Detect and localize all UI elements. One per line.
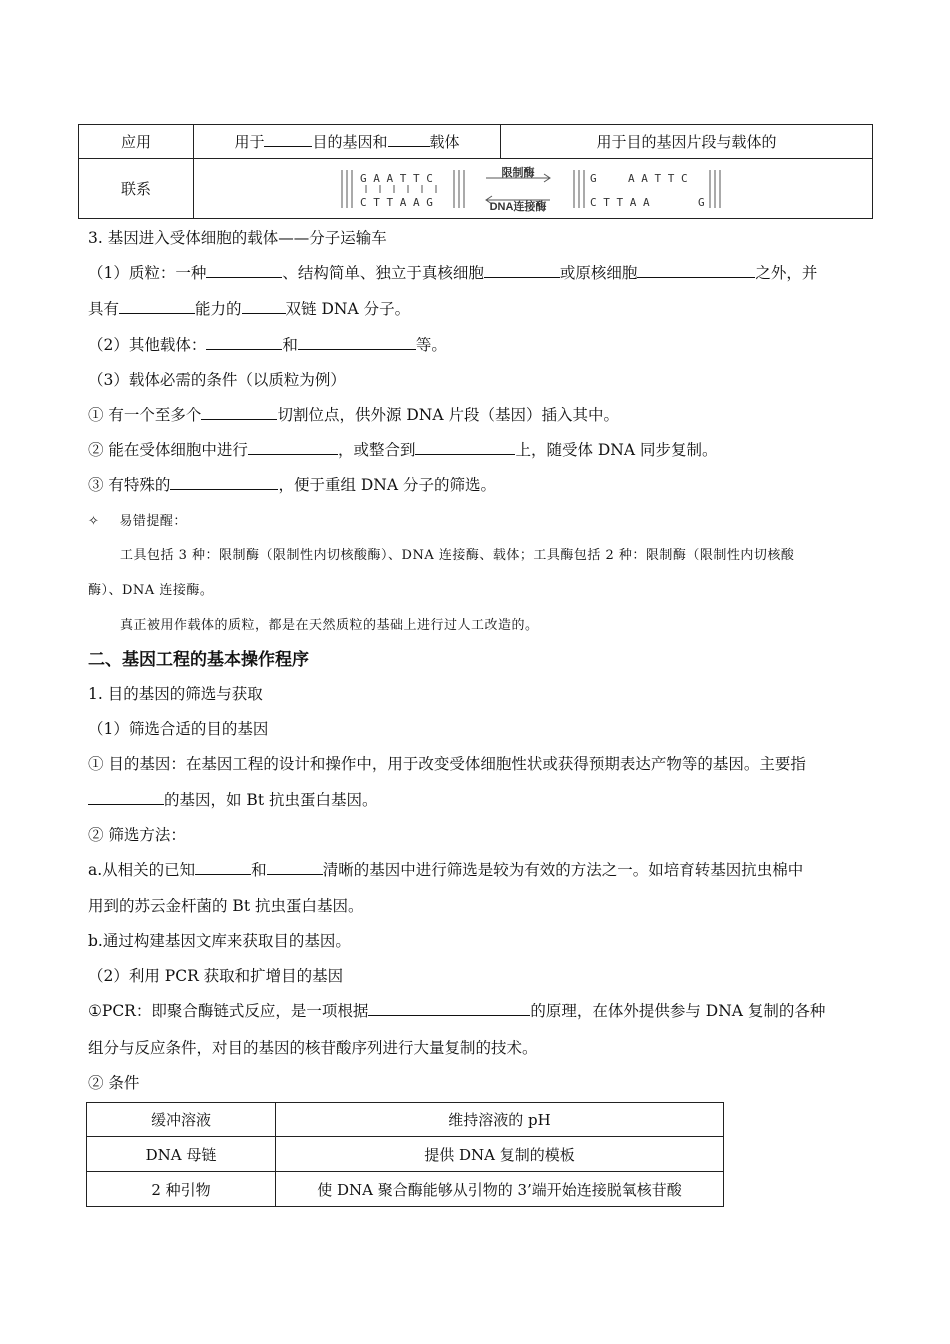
left-bottom-strand: C T T A A G bbox=[360, 195, 433, 209]
target-gene-def-1: ① 目的基因：在基因工程的设计和操作中，用于改变受体细胞性状或获得预期表达产物等的基因。主要指 bbox=[88, 755, 806, 773]
other-vectors-line bbox=[88, 333, 447, 355]
subsection-1-title: 1. 目的基因的筛选与获取 bbox=[88, 685, 263, 703]
text: （2）其他载体： bbox=[88, 336, 207, 354]
conditions-title: ② 条件 bbox=[88, 1074, 140, 1092]
blank-line bbox=[637, 263, 755, 278]
tip-text-1: 工具包括 3 种：限制酶（限制性内切核酸酶）、DNA 连接酶、载体；工具酶包括 2 种：限制酶（限制性内切核酸 bbox=[120, 548, 795, 563]
subsection-1-2-title: （2）利用 PCR 获取和扩增目的基因 bbox=[88, 967, 344, 985]
text: 清晰的基因中进行筛选是较为有效的方法之一。如培育转基因抗虫棉中 bbox=[322, 861, 804, 879]
tip-text-2: 真正被用作载体的质粒，都是在天然质粒的基础上进行过人工改造的。 bbox=[120, 618, 539, 633]
section-2-title: 二、基因工程的基本操作程序 bbox=[88, 650, 309, 670]
table-row bbox=[87, 1172, 724, 1207]
table-cell: 提供 DNA 复制的模板 bbox=[276, 1137, 724, 1172]
plasmid-line-1 bbox=[88, 261, 817, 283]
text: 、结构简单、独立于真核细胞 bbox=[282, 264, 484, 282]
blank-line bbox=[388, 132, 430, 147]
table-cell: 缓冲溶液 bbox=[87, 1103, 276, 1137]
section-3-title: 3. 基因进入受体细胞的载体——分子运输车 bbox=[88, 229, 387, 247]
table-row bbox=[79, 159, 873, 219]
text: 和 bbox=[251, 861, 267, 879]
screening-method-title: ② 筛选方法： bbox=[88, 826, 186, 844]
text: 的原理，在体外提供参与 DNA 复制的各种 bbox=[530, 1002, 826, 1020]
text: 切割位点，供外源 DNA 片段（基因）插入其中。 bbox=[277, 406, 619, 424]
blank-line bbox=[206, 263, 282, 278]
blank-line bbox=[298, 335, 416, 350]
target-gene-def-2 bbox=[88, 788, 377, 810]
text: 和 bbox=[282, 336, 298, 354]
method-a-line-2: 用到的苏云金杆菌的 Bt 抗虫蛋白基因。 bbox=[88, 897, 364, 915]
blank-line bbox=[264, 132, 312, 147]
enzyme-comparison-table bbox=[78, 124, 873, 219]
blank-line bbox=[368, 1001, 530, 1016]
text: ③ 有特殊的 bbox=[88, 476, 171, 494]
blank-line bbox=[88, 790, 164, 805]
text: ，或整合到 bbox=[337, 441, 416, 459]
text: 等。 bbox=[415, 336, 447, 354]
blank-line bbox=[267, 860, 323, 875]
text: 的基因，如 Bt 抗虫蛋白基因。 bbox=[164, 791, 378, 809]
blank-line bbox=[242, 299, 286, 314]
cell-text: 载体 bbox=[429, 133, 460, 151]
left-top-strand: G A A T T C bbox=[360, 171, 433, 185]
ligase-label: DNA连接酶 bbox=[489, 200, 547, 212]
pcr-def-1 bbox=[88, 999, 825, 1021]
table-row bbox=[87, 1103, 724, 1137]
text: 能力的 bbox=[195, 300, 242, 318]
tip-header bbox=[88, 510, 187, 529]
blank-line bbox=[484, 263, 560, 278]
table-row bbox=[79, 125, 873, 159]
right-top-strand: A A T T C bbox=[628, 171, 688, 185]
text: ① 有一个至多个 bbox=[88, 406, 202, 424]
right-bottom-strand: C T T A A bbox=[590, 195, 650, 209]
blank-line bbox=[248, 440, 338, 455]
right-bottom-g: G bbox=[698, 195, 705, 209]
cell-text: 目的基因和 bbox=[312, 133, 388, 151]
application-cell-1 bbox=[194, 125, 501, 159]
subsection-1-1-title: （1）筛选合适的目的基因 bbox=[88, 720, 269, 738]
text: 上，随受体 DNA 同步复制。 bbox=[515, 441, 718, 459]
text: ② 能在受体细胞中进行 bbox=[88, 441, 248, 459]
cell-text: 用于 bbox=[234, 133, 265, 151]
text: ，便于重组 DNA 分子的筛选。 bbox=[278, 476, 496, 494]
condition-2 bbox=[88, 438, 718, 460]
text: 双链 DNA 分子。 bbox=[285, 300, 411, 318]
condition-3 bbox=[88, 473, 496, 495]
method-b: b.通过构建基因文库来获取目的基因。 bbox=[88, 932, 351, 950]
blank-line bbox=[170, 475, 278, 490]
blank-line bbox=[119, 299, 195, 314]
vector-conditions-title: （3）载体必需的条件（以质粒为例） bbox=[88, 371, 346, 389]
application-cell-2: 用于目的基因片段与载体的 bbox=[501, 125, 873, 159]
text: 或原核细胞 bbox=[559, 264, 638, 282]
text: 具有 bbox=[88, 300, 120, 318]
restriction-enzyme-label: 限制酶 bbox=[501, 166, 535, 179]
blank-line bbox=[206, 335, 282, 350]
right-top-g: G bbox=[590, 171, 597, 185]
blank-line bbox=[201, 405, 277, 420]
plasmid-line-2 bbox=[88, 297, 410, 319]
text: （1）质粒：一种 bbox=[88, 264, 207, 282]
tip-label: 易错提醒： bbox=[119, 514, 187, 529]
method-a-line-1 bbox=[88, 858, 803, 880]
sparkle-icon: ✧ bbox=[88, 514, 100, 529]
condition-1 bbox=[88, 403, 619, 425]
text: ①PCR：即聚合酶链式反应，是一项根据 bbox=[88, 1002, 369, 1020]
pcr-def-2: 组分与反应条件，对目的基因的核苷酸序列进行大量复制的技术。 bbox=[88, 1039, 538, 1057]
row-head-application: 应用 bbox=[79, 125, 194, 159]
blank-line bbox=[195, 860, 251, 875]
text: 之外，并 bbox=[755, 264, 818, 282]
table-cell: 2 种引物 bbox=[87, 1172, 276, 1207]
table-cell: DNA 母链 bbox=[87, 1137, 276, 1172]
pcr-conditions-table bbox=[86, 1102, 724, 1207]
table-row bbox=[87, 1137, 724, 1172]
row-head-relation: 联系 bbox=[79, 159, 194, 219]
sticky-end-diagram-cell bbox=[194, 159, 873, 219]
table-cell: 维持溶液的 pH bbox=[276, 1103, 724, 1137]
sticky-end-diagram bbox=[338, 166, 728, 212]
tip-text-1b: 酶）、DNA 连接酶。 bbox=[88, 583, 214, 598]
blank-line bbox=[415, 440, 515, 455]
text: a.从相关的已知 bbox=[88, 861, 196, 879]
table-cell: 使 DNA 聚合酶能够从引物的 3’端开始连接脱氧核苷酸 bbox=[276, 1172, 724, 1207]
